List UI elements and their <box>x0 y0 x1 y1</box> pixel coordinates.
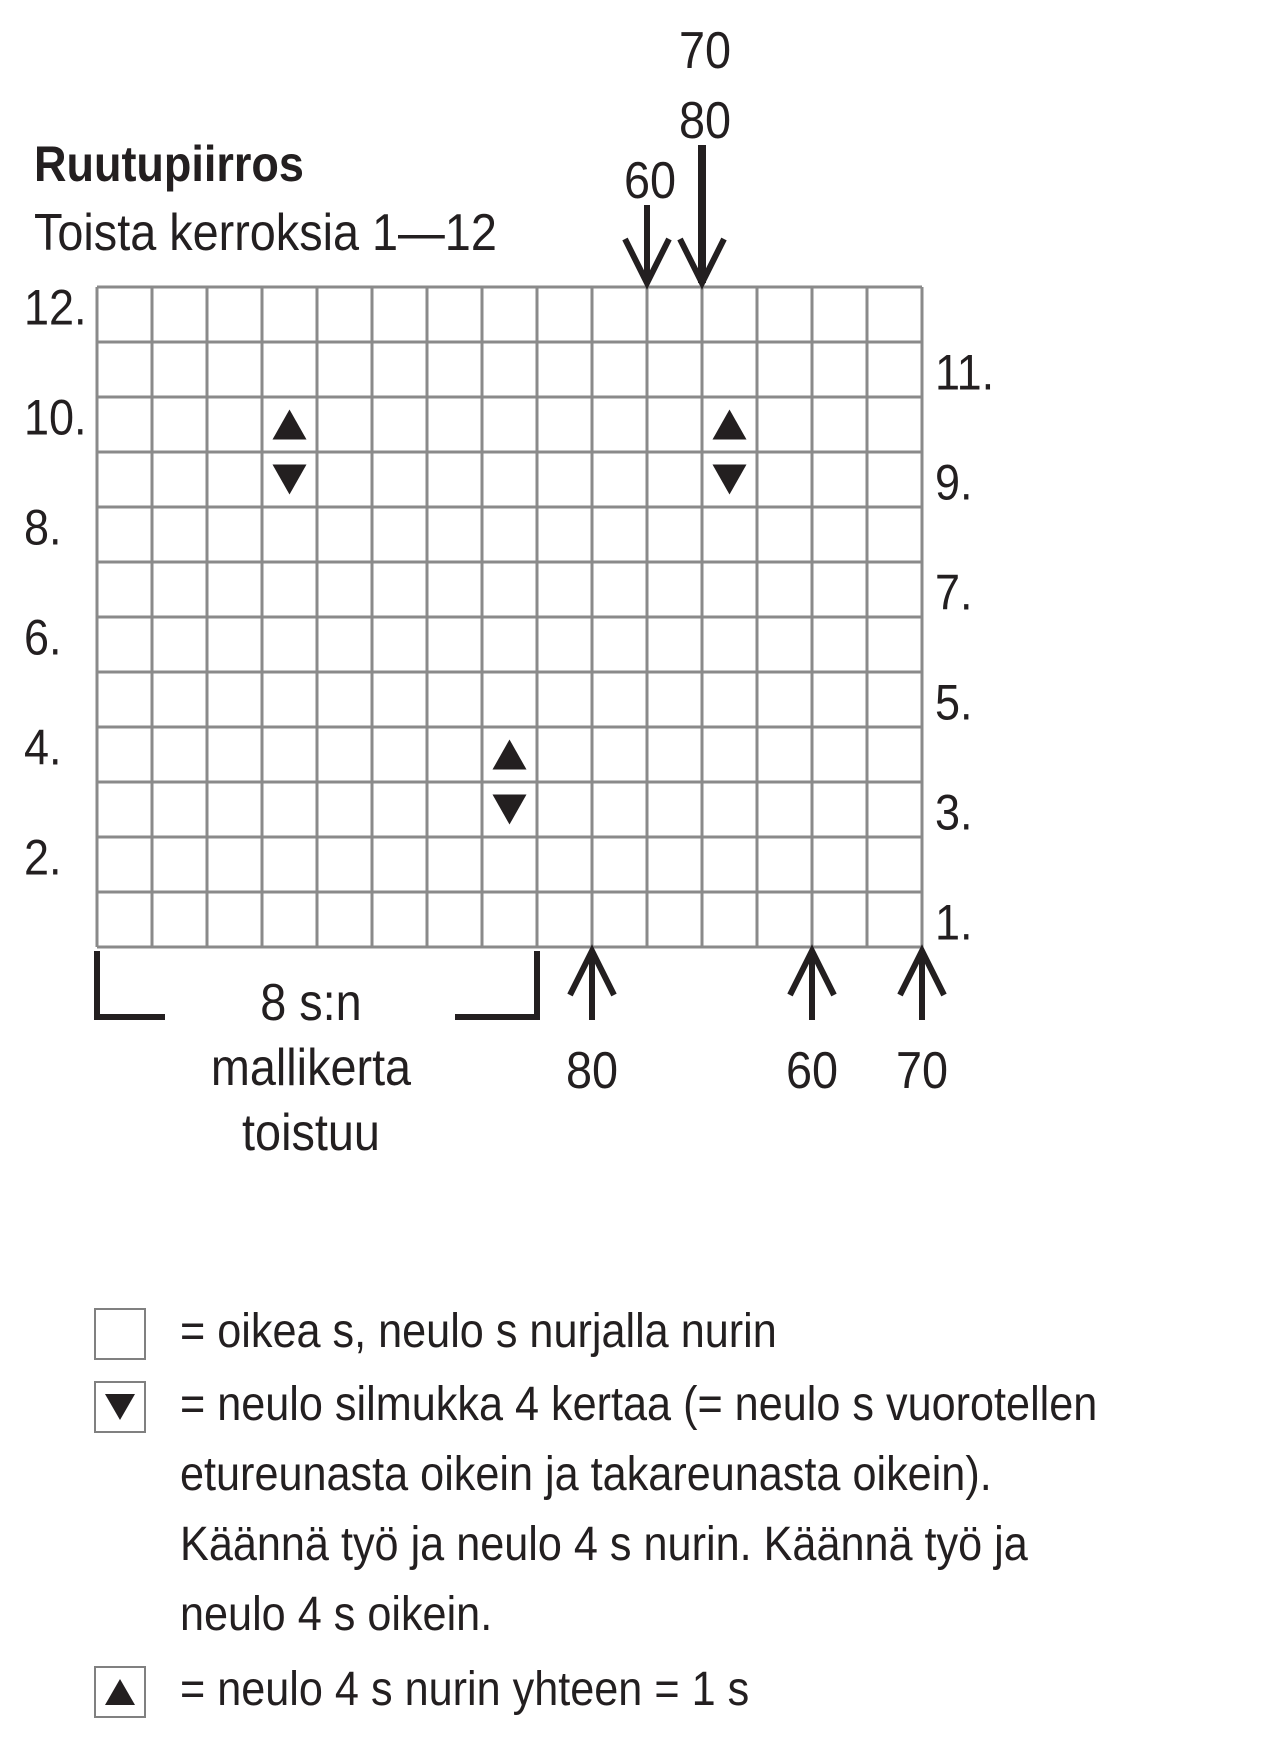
row-label-right: 3. <box>935 785 973 842</box>
legend-text-knit: = oikea s, neulo s nurjalla nurin <box>180 1305 777 1358</box>
arrow-label-top: 70 <box>678 21 732 80</box>
row-label-right: 9. <box>935 455 973 512</box>
row-label-left: 10. <box>24 390 87 447</box>
repeat-bracket <box>97 951 537 1162</box>
triangle-down-icon <box>713 465 747 495</box>
row-label-right: 7. <box>935 565 973 622</box>
empty-square-icon <box>94 1308 146 1360</box>
repeat-label: toistuu <box>242 1103 380 1162</box>
repeat-label: 8 s:n <box>260 973 362 1032</box>
triangle-down-icon <box>94 1381 146 1433</box>
repeat-bracket-right <box>455 951 537 1017</box>
triangle-up-icon <box>713 410 747 440</box>
triangle-up-icon <box>273 410 307 440</box>
triangle-down-icon <box>493 795 527 825</box>
chart-title: Ruutupiirros <box>34 136 304 193</box>
row-label-left: 12. <box>24 280 87 337</box>
arrow-label-bottom: 60 <box>785 1041 839 1100</box>
arrow-label-top: 60 <box>623 151 677 210</box>
legend-text-increase: = neulo silmukka 4 kertaa (= neulo s vuorotellen etureunasta oikein ja takareunasta oikein). Käännä työ ja neulo 4 s nurin. Käännä työ ja neulo 4 s oikein. <box>180 1378 1098 1641</box>
row-label-right: 11. <box>935 345 995 402</box>
row-label-left: 4. <box>24 720 62 777</box>
legend-text-decrease: = neulo 4 s nurin yhteen = 1 s <box>180 1663 750 1716</box>
row-label-left: 8. <box>24 500 62 557</box>
arrow-label-top: 80 <box>678 91 732 150</box>
triangle-up-icon <box>94 1666 146 1718</box>
arrow-label-bottom: 70 <box>895 1041 949 1100</box>
row-label-right: 5. <box>935 675 973 732</box>
stitch-grid <box>97 287 922 947</box>
row-label-left: 6. <box>24 610 62 667</box>
arrow-label-bottom: 80 <box>565 1041 619 1100</box>
repeat-bracket-left <box>97 951 165 1017</box>
chart-subtitle: Toista kerroksia 1—12 <box>34 203 497 262</box>
repeat-label: mallikerta <box>210 1038 412 1097</box>
triangle-down-icon <box>273 465 307 495</box>
row-label-right: 1. <box>935 895 973 952</box>
row-label-left: 2. <box>24 830 62 887</box>
triangle-up-icon <box>493 740 527 770</box>
